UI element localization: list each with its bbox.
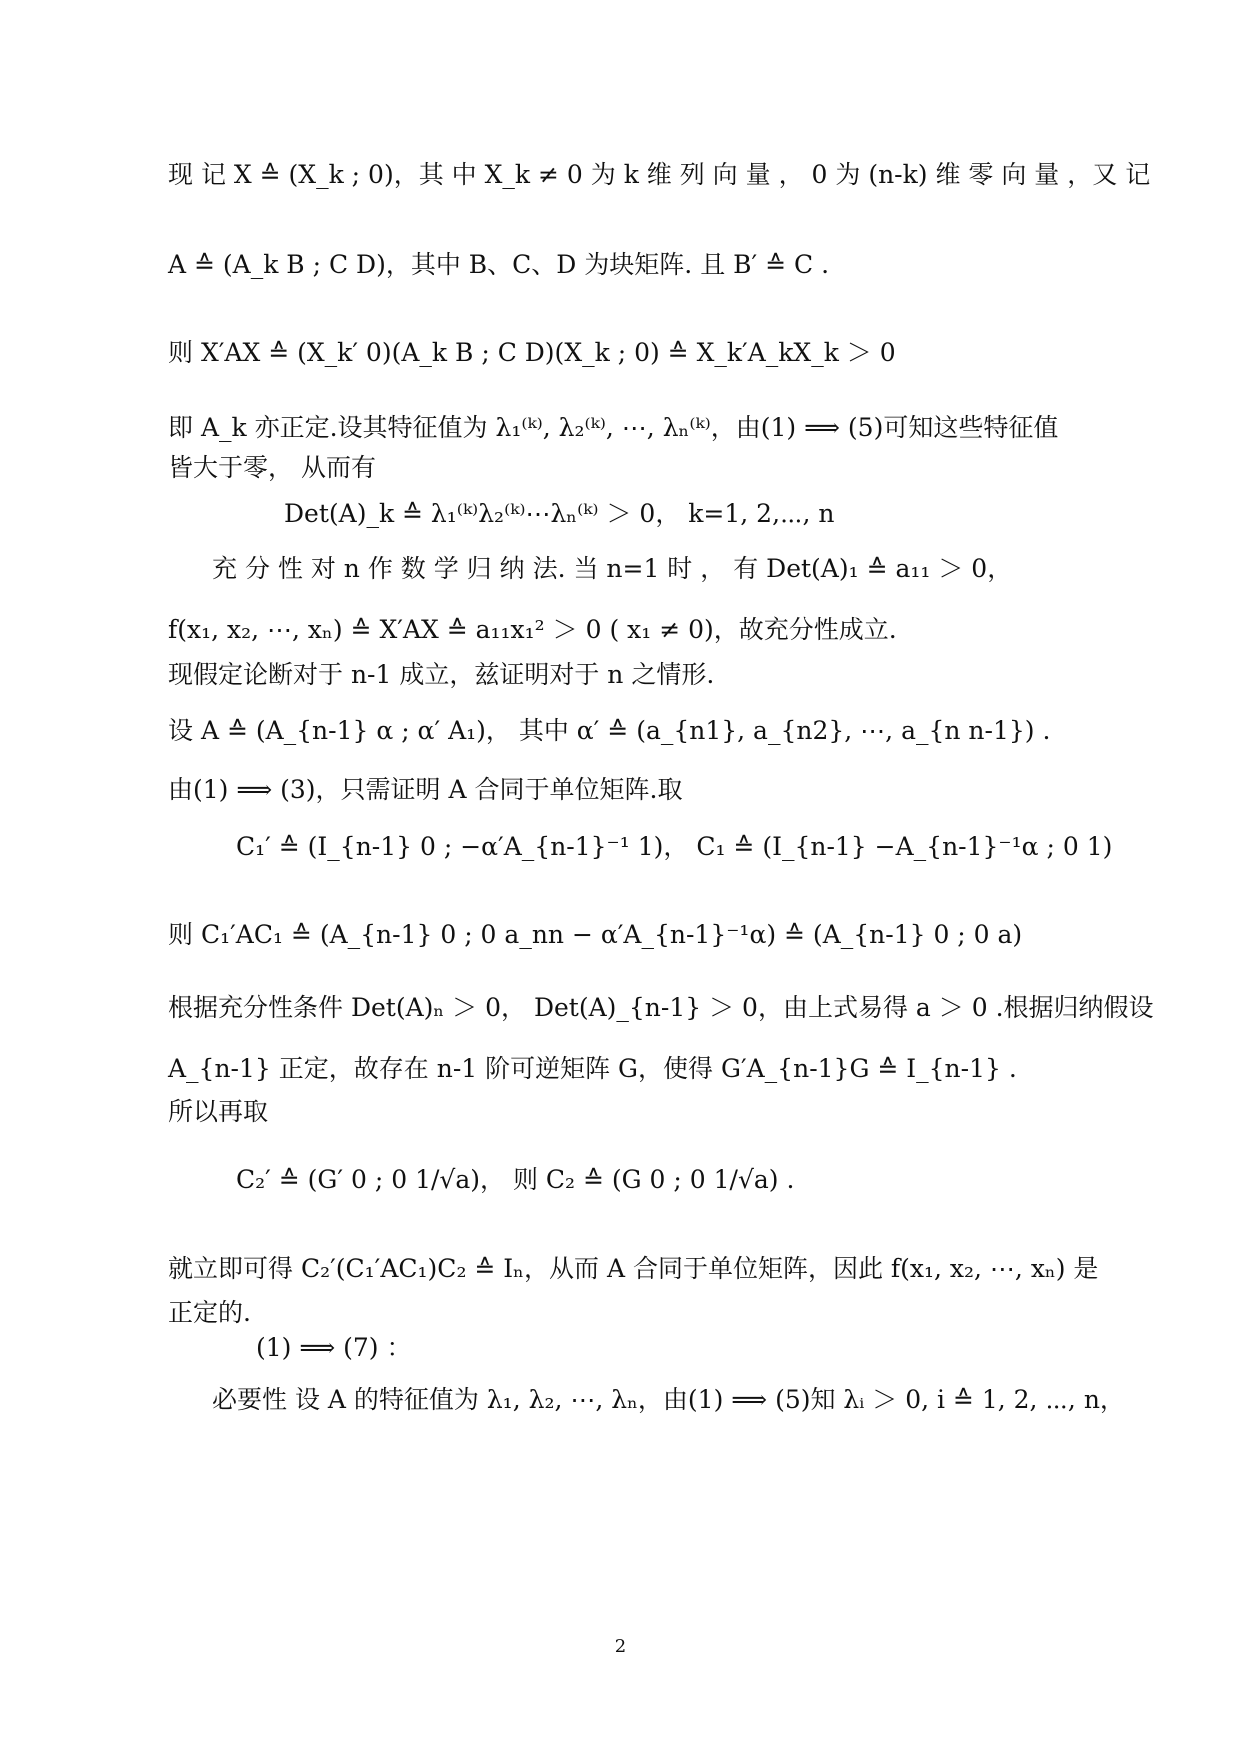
text-line: 正定的.: [168, 1298, 251, 1327]
text-line: 所以再取: [168, 1097, 269, 1126]
text-line: 设 A ≙ (A_{n-1} α ; α′ A₁)， 其中 α′ ≙ (a_{n1}, a_{n2}, ⋯, a_{n n-1}) .: [168, 716, 1051, 745]
text-line: C₁′ ≙ (I_{n-1} 0 ; −α′A_{n-1}⁻¹ 1)， C₁ ≙ (I_{n-1} −A_{n-1}⁻¹α ; 0 1): [236, 832, 1113, 861]
text-line: Det(A)_k ≙ λ₁⁽ᵏ⁾λ₂⁽ᵏ⁾⋯λₙ⁽ᵏ⁾ ＞ 0， k=1, 2,⋯, n: [284, 499, 835, 528]
text-line: (1) ⟹ (7) ：: [256, 1333, 412, 1362]
text-line: 就立即可得 C₂′(C₁′AC₁)C₂ ≙ Iₙ，从而 A 合同于单位矩阵，因此 f(x₁, x₂, ⋯, xₙ) 是: [168, 1254, 1099, 1283]
text-line: 皆大于零， 从而有: [168, 453, 376, 482]
text-line: f(x₁, x₂, ⋯, xₙ) ≙ X′AX ≙ a₁₁x₁² ＞ 0 ( x₁ ≠ 0)，故充分性成立.: [168, 615, 897, 644]
page-number: 2: [614, 1636, 627, 1657]
text-line: C₂′ ≙ (G′ 0 ; 0 1/√a)， 则 C₂ ≙ (G 0 ; 0 1/√a) .: [236, 1165, 795, 1194]
text-line: 根据充分性条件 Det(A)ₙ ＞ 0， Det(A)_{n-1} ＞ 0，由上式易得 a ＞ 0 .根据归纳假设: [168, 993, 1154, 1022]
text-line: A_{n-1} 正定，故存在 n-1 阶可逆矩阵 G，使得 G′A_{n-1}G ≙ I_{n-1} .: [168, 1054, 1017, 1083]
text-line: 充 分 性 对 n 作 数 学 归 纳 法. 当 n=1 时 ， 有 Det(A)₁ ≙ a₁₁ ＞ 0，: [212, 554, 1013, 583]
text-line: 必要性 设 A 的特征值为 λ₁, λ₂, ⋯, λₙ，由(1) ⟹ (5)知 λᵢ ＞ 0, i ≙ 1, 2, ⋯, n，: [212, 1385, 1125, 1414]
text-line: 现 记 X ≙ (X_k ; 0)，其 中 X_k ≠ 0 为 k 维 列 向 量 ， 0 为 (n-k) 维 零 向 量 ，又 记: [168, 160, 1151, 189]
text-line: 由(1) ⟹ (3)，只需证明 A 合同于单位矩阵.取: [168, 775, 683, 804]
text-line: A ≙ (A_k B ; C D)，其中 B、C、D 为块矩阵. 且 B′ ≙ C .: [168, 250, 830, 279]
text-line: 则 X′AX ≙ (X_k′ 0)(A_k B ; C D)(X_k ; 0) ≙ X_k′A_kX_k ＞ 0: [168, 338, 896, 367]
text-line: 现假定论断对于 n-1 成立，兹证明对于 n 之情形.: [168, 660, 715, 689]
text-line: 则 C₁′AC₁ ≙ (A_{n-1} 0 ; 0 a_nn − α′A_{n-1}⁻¹α) ≙ (A_{n-1} 0 ; 0 a): [168, 920, 1023, 949]
text-line: 即 A_k 亦正定.设其特征值为 λ₁⁽ᵏ⁾, λ₂⁽ᵏ⁾, ⋯, λₙ⁽ᵏ⁾，由(1) ⟹ (5)可知这些特征值: [168, 413, 1059, 442]
